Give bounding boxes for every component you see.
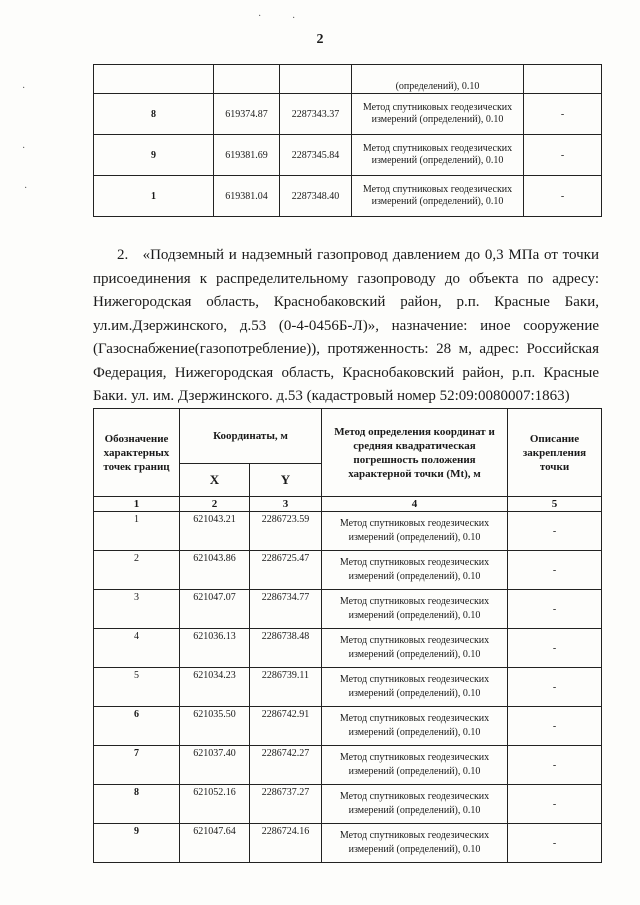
method-cell: Метод спутниковых геодезических измерений (определений), 0.10	[322, 785, 508, 824]
column-index: 2	[180, 497, 250, 512]
coord-x: 619381.69	[214, 135, 280, 176]
point-number: 5	[94, 668, 180, 707]
paragraph-number: 2.	[117, 247, 129, 263]
coord-y	[280, 65, 352, 94]
header-coordinates: Координаты, м	[180, 409, 322, 464]
fixing-description: -	[508, 824, 602, 863]
fixing-description: -	[524, 94, 602, 135]
coord-x: 621037.40	[180, 746, 250, 785]
page-number: 2	[316, 32, 324, 47]
coord-x: 621052.16	[180, 785, 250, 824]
table-header-row	[94, 409, 602, 464]
coord-y: 2287348.40	[280, 176, 352, 217]
point-number: 4	[94, 629, 180, 668]
scan-speck: ·	[292, 13, 296, 24]
point-number: 9	[94, 824, 180, 863]
coord-x: 621036.13	[180, 629, 250, 668]
fixing-description: -	[508, 668, 602, 707]
coord-y: 2286723.59	[250, 512, 322, 551]
method-cell: Метод спутниковых геодезических измерений (определений), 0.10	[322, 629, 508, 668]
point-number: 9	[94, 135, 214, 176]
point-number: 1	[94, 176, 214, 217]
scan-speck: ·	[24, 183, 28, 194]
coord-y: 2286742.91	[250, 707, 322, 746]
coord-x: 621034.23	[180, 668, 250, 707]
header-fixing-description: Описание закрепления точки	[508, 409, 602, 497]
header-x: X	[180, 464, 250, 497]
header-y: Y	[250, 464, 322, 497]
method-cell: Метод спутниковых геодезических измерений (определений), 0.10	[322, 668, 508, 707]
column-index: 4	[322, 497, 508, 512]
column-index: 5	[508, 497, 602, 512]
method-cell: Метод спутниковых геодезических измерений (определений), 0.10	[352, 176, 524, 217]
coordinates-table-continuation	[93, 64, 602, 217]
point-number	[94, 65, 214, 94]
method-cell: Метод спутниковых геодезических измерений (определений), 0.10	[322, 590, 508, 629]
header-point-designation: Обозначение характерных точек границ	[94, 409, 180, 497]
point-number: 1	[94, 512, 180, 551]
coord-x	[214, 65, 280, 94]
coord-x: 621035.50	[180, 707, 250, 746]
method-cell: Метод спутниковых геодезических измерений (определений), 0.10	[322, 512, 508, 551]
table-row	[94, 65, 602, 94]
method-cell: Метод спутниковых геодезических измерений (определений), 0.10	[322, 551, 508, 590]
fixing-description: -	[508, 707, 602, 746]
fixing-description: -	[508, 551, 602, 590]
coord-x: 619381.04	[214, 176, 280, 217]
point-number: 7	[94, 746, 180, 785]
fixing-description: -	[524, 176, 602, 217]
fixing-description: -	[508, 629, 602, 668]
table-row	[94, 824, 602, 863]
fixing-description: -	[508, 746, 602, 785]
column-index-row	[94, 497, 602, 512]
coord-x: 621043.21	[180, 512, 250, 551]
scan-speck: ·	[258, 11, 262, 22]
fixing-description	[524, 65, 602, 94]
table-row	[94, 590, 602, 629]
table-row	[94, 785, 602, 824]
table-row	[94, 668, 602, 707]
table-row	[94, 512, 602, 551]
table-row	[94, 707, 602, 746]
method-cell: Метод спутниковых геодезических измерений (определений), 0.10	[322, 746, 508, 785]
table-row	[94, 135, 602, 176]
coord-x: 621047.64	[180, 824, 250, 863]
coord-y: 2287345.84	[280, 135, 352, 176]
coord-y: 2286739.11	[250, 668, 322, 707]
object-description-paragraph	[93, 244, 599, 409]
method-cell: Метод спутниковых геодезических измерений (определений), 0.10	[352, 135, 524, 176]
point-number: 2	[94, 551, 180, 590]
method-cell: Метод спутниковых геодезических измерений (определений), 0.10	[352, 94, 524, 135]
coord-y: 2286724.16	[250, 824, 322, 863]
table-row	[94, 94, 602, 135]
fixing-description: -	[524, 135, 602, 176]
point-number: 8	[94, 785, 180, 824]
fixing-description: -	[508, 785, 602, 824]
coord-y: 2286734.77	[250, 590, 322, 629]
table-row	[94, 629, 602, 668]
coord-y: 2287343.37	[280, 94, 352, 135]
coord-x: 621043.86	[180, 551, 250, 590]
scan-speck: ·	[22, 143, 26, 154]
method-cell: Метод спутниковых геодезических измерений (определений), 0.10	[322, 707, 508, 746]
point-number: 3	[94, 590, 180, 629]
coord-y: 2286725.47	[250, 551, 322, 590]
coord-x: 619374.87	[214, 94, 280, 135]
coord-x: 621047.07	[180, 590, 250, 629]
point-number: 8	[94, 94, 214, 135]
column-index: 3	[250, 497, 322, 512]
coord-y: 2286738.48	[250, 629, 322, 668]
coordinates-table	[93, 408, 602, 863]
method-cell: Метод спутниковых геодезических измерений (определений), 0.10	[322, 824, 508, 863]
table-row	[94, 551, 602, 590]
paragraph-text: «Подземный и надземный газопровод давлением до 0,3 МПа от точки присоединения к распределительному газопроводу до объекта по адресу: Нижегородская область, Краснобаковский район, р.п. Красные Баки, ул.им.Дзержинского, д.53 (0-4-0456Б-Л)», назначение: иное сооружение (Газоснабжение(газопотребление)), протяженность: 28 м, адрес: Российская Федерация, Нижегородская область, Краснобаковский район, р.п. Красные Баки. ул. им. Дзержинского. д.53 (кадастровый номер 52:09:0080007:1863)	[93, 247, 599, 404]
coord-y: 2286737.27	[250, 785, 322, 824]
table-row	[94, 746, 602, 785]
scan-speck: ·	[22, 83, 26, 94]
header-method: Метод определения координат и средняя квадратическая погрешность положения характерной точки (Mt), м	[322, 409, 508, 497]
point-number: 6	[94, 707, 180, 746]
method-cell: (определений), 0.10	[352, 65, 524, 94]
column-index: 1	[94, 497, 180, 512]
coord-y: 2286742.27	[250, 746, 322, 785]
fixing-description: -	[508, 512, 602, 551]
fixing-description: -	[508, 590, 602, 629]
table-row	[94, 176, 602, 217]
